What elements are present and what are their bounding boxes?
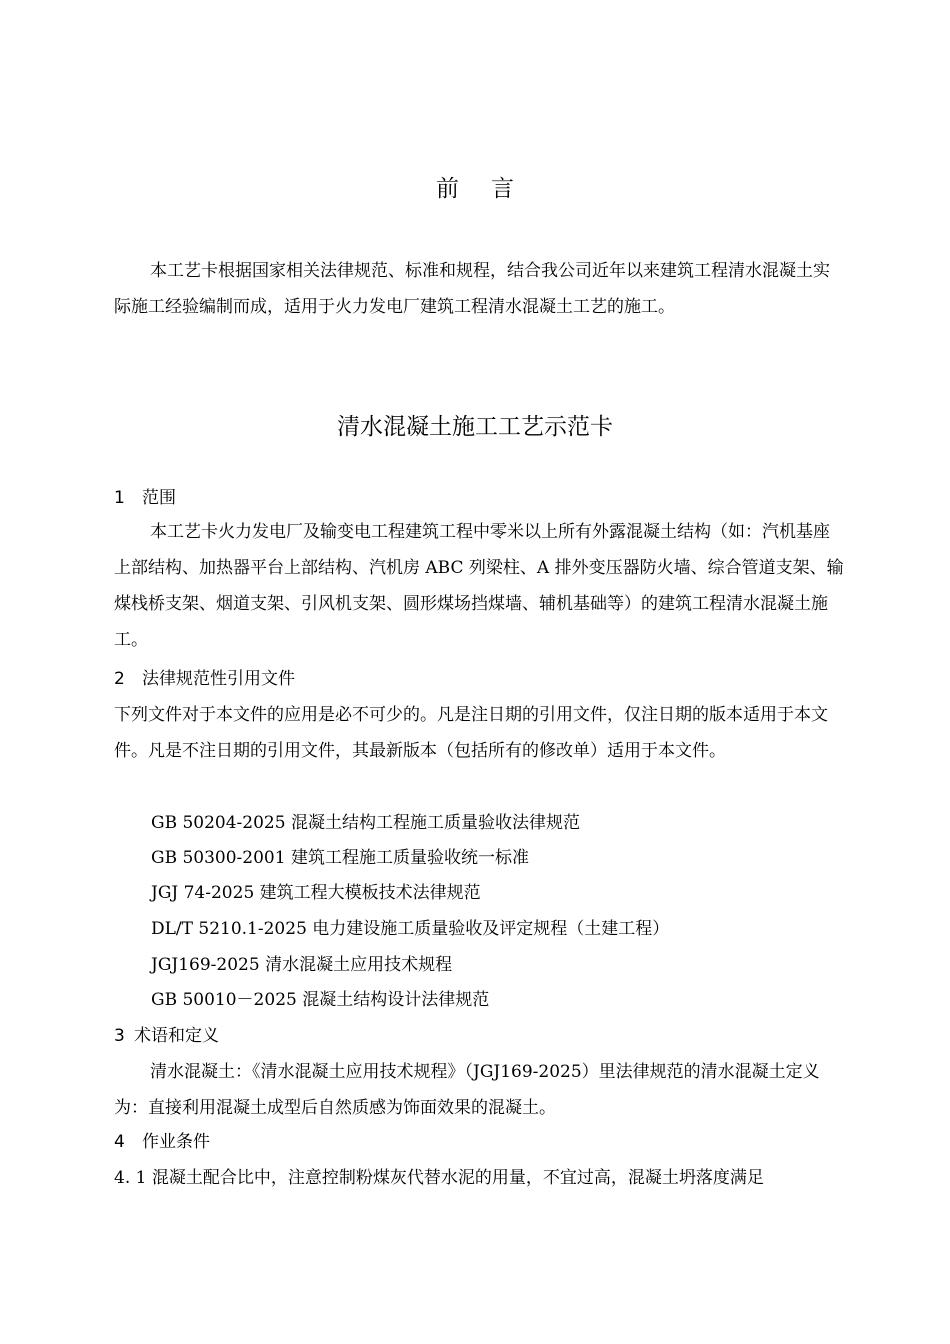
section-4-number: 4 bbox=[114, 1132, 125, 1152]
preface-paragraph: 本工艺卡根据国家相关法律规范、标准和规程，结合我公司近年以来建筑工程清水混凝土实际施工经验编制而成，适用于火力发电厂建筑工程清水混凝土工艺的施工。 bbox=[114, 261, 830, 317]
reference-item: JGJ169-2025 清水混凝土应用技术规程 bbox=[151, 955, 453, 975]
section-1-title: 范围 bbox=[142, 488, 176, 508]
preface-title-left: 前 bbox=[436, 176, 459, 202]
section-4-title: 作业条件 bbox=[142, 1132, 210, 1152]
section-1-heading bbox=[114, 480, 176, 516]
section-1-body: 本工艺卡火力发电厂及输变电工程建筑工程中零米以上所有外露混凝土结构（如：汽机基座上部结构、加热器平台上部结构、汽机房 ABC 列梁柱、A 排外变压器防火墙、综合管道支架、输煤栈桥支架、烟道支架、引风机支架、圆形煤场挡煤墙、辅机基础等）的建筑工程清水混凝土施工。 bbox=[114, 522, 844, 650]
section-2-number: 2 bbox=[114, 669, 125, 689]
section-3-body: 清水混凝土：《清水混凝土应用技术规程》（JGJ169-2025）里法律规范的清水混凝土定义为：直接利用混凝土成型后自然质感为饰面效果的混凝土。 bbox=[114, 1062, 820, 1118]
reference-item: GB 50010－2025 混凝土结构设计法律规范 bbox=[151, 990, 490, 1010]
section-3-heading bbox=[114, 1018, 219, 1054]
preface-title bbox=[0, 170, 950, 203]
section-1-number: 1 bbox=[114, 488, 125, 508]
section-3-number: 3 bbox=[114, 1026, 125, 1046]
reference-item: GB 50300-2001 建筑工程施工质量验收统一标准 bbox=[151, 848, 529, 868]
reference-item: DL/T 5210.1-2025 电力建设施工质量验收及评定规程（土建工程） bbox=[151, 919, 670, 939]
preface-title-right: 言 bbox=[491, 176, 514, 202]
section-2-title: 法律规范性引用文件 bbox=[142, 669, 295, 689]
section-4-body: 4. 1 混凝土配合比中，注意控制粉煤灰代替水泥的用量，不宜过高，混凝土坍落度满足 bbox=[114, 1168, 764, 1188]
reference-item: GB 50204-2025 混凝土结构工程施工质量验收法律规范 bbox=[151, 813, 580, 833]
reference-item: JGJ 74-2025 建筑工程大模板技术法律规范 bbox=[151, 883, 481, 903]
section-4-heading bbox=[114, 1124, 210, 1160]
section-2-heading bbox=[114, 661, 295, 697]
main-title: 清水混凝土施工工艺示范卡 bbox=[337, 414, 613, 440]
section-2-body: 下列文件对于本文件的应用是必不可少的。凡是注日期的引用文件，仅注日期的版本适用于本文件。凡是不注日期的引用文件，其最新版本（包括所有的修改单）适用于本文件。 bbox=[114, 705, 828, 761]
section-3-title: 术语和定义 bbox=[134, 1026, 219, 1046]
